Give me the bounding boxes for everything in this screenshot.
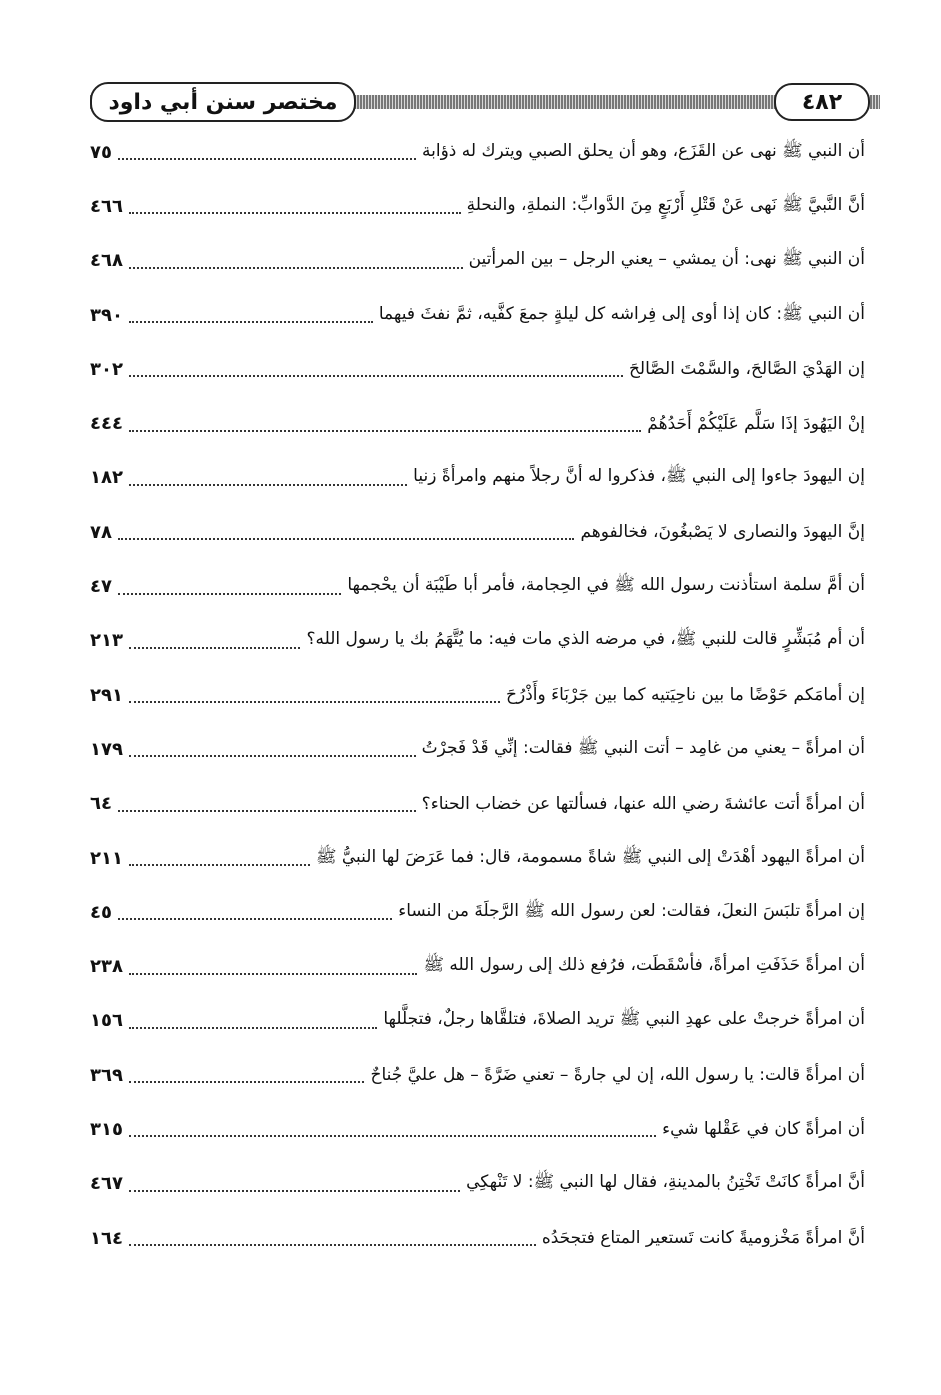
dot-leader bbox=[129, 1027, 377, 1029]
dot-leader bbox=[129, 1081, 365, 1083]
index-entry bbox=[90, 451, 865, 505]
dot-leader bbox=[118, 538, 575, 540]
index-entry bbox=[90, 1211, 865, 1265]
entry-page-number: ٣٦٩ bbox=[90, 1064, 123, 1086]
index-entry bbox=[90, 1048, 865, 1102]
entry-text: أن امرأةً حَذَفَتِ امرأةً، فأسْقَطَت، فرُفع ذلك إلى رسول الله ﷺ bbox=[423, 955, 865, 976]
entry-page-number: ١٥٦ bbox=[90, 1010, 123, 1032]
index-entry bbox=[90, 722, 865, 776]
dot-leader bbox=[129, 755, 416, 757]
entry-text: أن امرأةً قالت: يا رسول الله، إن لي جارةً – تعني ضَرَّةً – هل عليَّ جُناحٌ bbox=[370, 1065, 865, 1086]
entry-page-number: ٣٩٠ bbox=[90, 304, 123, 326]
entry-page-number: ٢١٣ bbox=[90, 630, 123, 652]
dot-leader bbox=[118, 918, 392, 920]
entry-page-number: ١٨٢ bbox=[90, 467, 123, 489]
dot-leader bbox=[118, 158, 416, 160]
entry-text: أنَّ امرأةً كانَتْ تَخْتِنُ بالمدينةِ، فقال لها النبي ﷺ: لا تَنْهكِي bbox=[466, 1172, 865, 1193]
index-entry bbox=[90, 505, 865, 559]
index-entry bbox=[90, 614, 865, 668]
entry-page-number: ٢٩١ bbox=[90, 684, 123, 706]
entry-text: أن النبي ﷺ: كان إذا أوى إلى فِراشه كل ليلةٍ جمعَ كفَّيه، ثمَّ نفثَ فيهما bbox=[378, 303, 865, 324]
index-entry bbox=[90, 234, 865, 288]
entry-text: أن امرأةً – يعني من غامِد – أتت النبي ﷺ فقالت: إنِّي قَدْ فَجرْتُ bbox=[421, 737, 865, 758]
index-entry bbox=[90, 1157, 865, 1211]
entry-page-number: ٤٦٦ bbox=[90, 195, 123, 217]
entry-page-number: ٤٦٧ bbox=[90, 1173, 123, 1195]
index-list bbox=[90, 125, 865, 1265]
index-entry bbox=[90, 396, 865, 450]
entry-page-number: ٢١١ bbox=[90, 847, 123, 869]
index-entry bbox=[90, 885, 865, 939]
entry-text: إن اليهودَ جاءوا إلى النبي ﷺ، فذكروا له أنَّ رجلاً منهم وامرأةً زنيا bbox=[413, 466, 865, 487]
entry-page-number: ٤٥ bbox=[90, 901, 112, 923]
entry-text: أنَّ امرأةً مَخْزوميةً كانت تَستعير المتاع فتجحَدُه bbox=[541, 1228, 865, 1249]
index-entry bbox=[90, 342, 865, 396]
dot-leader bbox=[129, 1190, 460, 1192]
entry-page-number: ٣٠٢ bbox=[90, 358, 123, 380]
dot-leader bbox=[129, 321, 373, 323]
entry-page-number: ٧٥ bbox=[90, 141, 112, 163]
entry-text: أن أمَّ سلمة استأذنت رسول الله ﷺ في الحِجامة، فأمر أبا طَيْبَة أن يحْجمها bbox=[347, 575, 865, 596]
index-entry bbox=[90, 125, 865, 179]
entry-text: أن امرأةً اليهود أهْدَتْ إلى النبي ﷺ شاةً مسمومة، قال: فما عَرَضَ لها النبيُّ ﷺ bbox=[315, 846, 865, 867]
index-entry bbox=[90, 559, 865, 613]
dot-leader bbox=[129, 212, 461, 214]
dot-leader bbox=[118, 593, 341, 595]
entry-text: أنَّ النَّبيَّ ﷺ نَهى عَنْ قَتْلِ أَرْبَعٍ مِنَ الدَّوابِّ: النملةِ، والنحلةِ bbox=[466, 194, 865, 215]
entry-text: إن الهَدْيَ الصَّالحَ، والسَّمْتَ الصَّالحَ bbox=[628, 359, 865, 380]
index-entry bbox=[90, 939, 865, 993]
entry-page-number: ٧٨ bbox=[90, 521, 112, 543]
dot-leader bbox=[129, 484, 407, 486]
entry-text: أن امرأةً خرجتْ على عهدِ النبي ﷺ تريد الصلاةَ، فتلقَّاها رجلٌ، فتجلَّلها bbox=[383, 1009, 865, 1030]
entry-page-number: ٤٦٨ bbox=[90, 250, 123, 272]
entry-text: أن امرأةً كان في عَقْلها شيء bbox=[662, 1119, 865, 1140]
entry-text: إن امرأةً تلبَسَ النعلَ، فقالت: لعن رسول الله ﷺ الرَّجلَةَ من النساء bbox=[398, 900, 865, 921]
entry-page-number: ٢٣٨ bbox=[90, 956, 123, 978]
index-entry bbox=[90, 179, 865, 233]
dot-leader bbox=[129, 1135, 656, 1137]
entry-page-number: ٤٧ bbox=[90, 576, 112, 598]
entry-page-number: ٦٤ bbox=[90, 793, 112, 815]
index-entry bbox=[90, 994, 865, 1048]
entry-text: أن امرأةً أتت عائشةَ رضي الله عنها، فسألتها عن خضاب الحناء؟ bbox=[421, 793, 865, 814]
index-entry bbox=[90, 831, 865, 885]
dot-leader bbox=[129, 430, 641, 432]
page-header bbox=[90, 82, 880, 122]
entry-text: أن النبي ﷺ نهى: أن يمشي – يعني الرجل – بين المرأتين bbox=[468, 249, 865, 270]
page-number: ٤٨٢ bbox=[774, 83, 870, 121]
entry-page-number: ١٦٤ bbox=[90, 1227, 123, 1249]
dot-leader bbox=[129, 647, 301, 649]
dot-leader bbox=[129, 864, 310, 866]
entry-text: أن النبي ﷺ نهى عن القَزَع، وهو أن يحلق الصبي ويترك له ذؤابة bbox=[422, 140, 865, 161]
dot-leader bbox=[129, 1244, 536, 1246]
entry-page-number: ٣١٥ bbox=[90, 1118, 123, 1140]
entry-text: إنْ اليَهُودَ إذَا سَلَّم عَلَيْكُمْ أَحَدُهُمْ bbox=[647, 413, 865, 434]
dot-leader bbox=[118, 810, 416, 812]
entry-page-number: ٤٤٤ bbox=[90, 413, 123, 435]
entry-text: إن أمامَكم حَوْضًا ما بين ناحِيَتيه كما بين جَرْبَاءَ وأَذْرُحَ bbox=[506, 685, 865, 706]
index-entry bbox=[90, 1102, 865, 1156]
dot-leader bbox=[129, 267, 463, 269]
index-entry bbox=[90, 288, 865, 342]
index-entry bbox=[90, 777, 865, 831]
dot-leader bbox=[129, 701, 500, 703]
entry-page-number: ١٧٩ bbox=[90, 738, 123, 760]
index-entry bbox=[90, 668, 865, 722]
entry-text: أن أم مُبَشِّرٍ قالت للنبي ﷺ، في مرضه الذي مات فيه: ما يُتَّهَمُ بك يا رسول الله؟ bbox=[306, 629, 865, 650]
entry-text: إنَّ اليهودَ والنصارى لا يَصْبغُونَ، فخالفوهم bbox=[580, 522, 865, 543]
book-title: مختصر سنن أبي داود bbox=[90, 82, 356, 122]
dot-leader bbox=[129, 375, 623, 377]
dot-leader bbox=[129, 973, 417, 975]
